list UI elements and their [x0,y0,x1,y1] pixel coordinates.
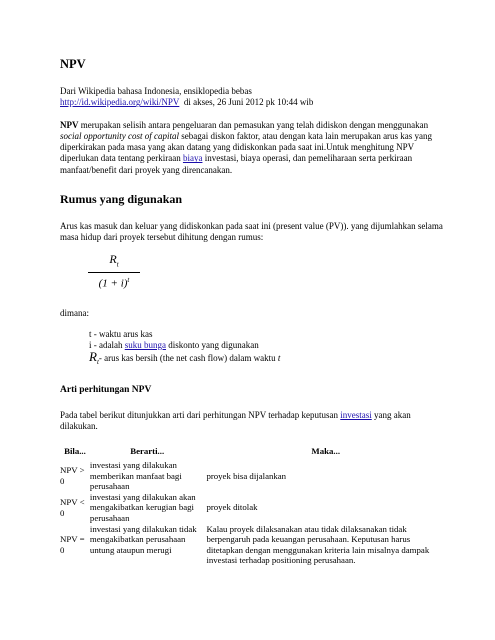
rumus-paragraph: Arus kas masuk dan keluar yang didiskonkan pada saat ini (present value (PV)). yang dijumlahkan selama masa hidup dari proyek tersebut dihitung dengan rumus: [60,221,443,243]
npv-meaning-table [60,446,445,566]
intro-part3: investasi, biaya operasi, dan pemeliharaan serta perkiraan manfaat/benefit dari proyek yang direncanakan. [60,153,413,175]
header-bila: Bila... [64,446,86,457]
header-berarti: Berarti... [130,446,165,457]
section-heading-arti: Arti perhitungan NPV [60,384,152,395]
document-page [60,56,445,566]
tab-intro-post: yang akan dilakukan. [60,409,411,432]
def-r-symbol: R [89,349,97,365]
table-intro-paragraph [60,410,445,433]
table-row [60,524,445,566]
biaya-link[interactable]: biaya [182,153,203,164]
table-header-row [60,446,445,460]
intro-italic: social opportunity cost of capital [60,130,179,141]
tab-intro-pre: Pada tabel berikut ditunjukkan arti dari perhitungan NPV terhadap keputusan [60,409,341,420]
formula-num-sub: t [116,260,119,269]
source-line: Dari Wikipedia bahasa Indonesia, ensiklopedia bebas [60,86,252,96]
def-r-text: - arus kas bersih (the net cash flow) dalam waktu [98,353,278,364]
investasi-link[interactable]: investasi [340,409,372,420]
def-r [89,351,445,368]
formula-den-sup: t [127,276,130,285]
header-maka: Maka... [311,446,341,457]
row2-bila: NPV < 0 [60,497,85,518]
table-row [60,492,445,524]
formula-fraction-bar [88,272,140,273]
page-title: NPV [60,57,86,71]
row3-bila: NPV = 0 [60,534,85,555]
row1-berarti: investasi yang dilakukan memberikan manfaat bagi perusahaan [89,460,182,492]
intro-bold: NPV [60,119,79,130]
def-t: t - waktu arus kas [89,329,153,340]
access-note: di akses, 26 Juni 2012 pk 10:44 wib [183,97,314,108]
source-block [60,86,445,109]
row1-maka: proyek bisa dijalankan [206,470,287,481]
intro-paragraph [60,120,445,176]
def-r-t: t [277,353,281,364]
row2-maka: proyek ditolak [206,502,258,513]
row1-bila: NPV > 0 [60,465,85,486]
definition-list [89,329,445,368]
formula-denominator [88,274,140,291]
intro-part2: sebagai diskon faktor, atau dengan kata lain merupakan arus kas yang diperkirakan pada masa yang akan datang yang didiskonkan pada saat ini.Untuk menghitung NPV diperlukan data tentang perkiraan [60,130,433,164]
def-i-post: diskonto yang digunakan [165,340,259,351]
section-heading-rumus: Rumus yang digunakan [60,192,183,207]
dimana-label: dimana: [60,307,89,318]
table-row [60,460,445,492]
formula-den-base: (1 + i) [98,277,128,290]
intro-part1: merupakan selisih antara pengeluaran dan pemasukan yang telah didiskon dengan menggunakan [78,119,429,130]
row3-berarti: investasi yang dilakukan tidak mengakibatkan perusahaan untung ataupun merugi [89,523,197,555]
suku-bunga-link[interactable]: suku bunga [124,340,166,351]
def-r-sub: t [96,357,99,366]
def-i [89,340,445,351]
formula-numerator [88,252,140,271]
row2-berarti: investasi yang dilakukan akan mengakibatkan kerugian bagi perusahaan [89,491,196,523]
formula-num-base: R [109,251,117,266]
npv-formula [88,252,140,291]
def-i-pre: i - adalah [89,340,125,351]
row3-maka: Kalau proyek dilaksanakan atau tidak dilaksanakan tidak berpengaruh pada keuangan perusahaan. Keputusan harus ditetapkan dengan menggunakan kriteria lain misalnya dampak investasi terhadap positioning perusahaan. [206,523,430,566]
source-url-link[interactable]: http://id.wikipedia.org/wiki/NPV [60,97,180,108]
